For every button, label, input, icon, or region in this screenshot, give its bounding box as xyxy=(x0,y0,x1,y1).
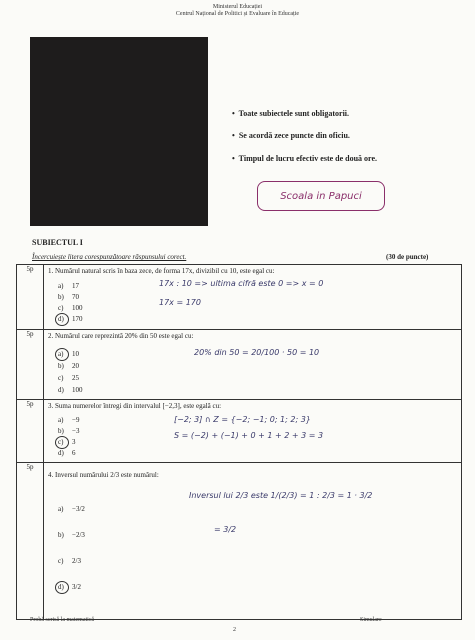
rule-item: • Se acordă zece puncte din oficiu. xyxy=(232,131,350,140)
footer-exam-name: Probă scrisă la matematică xyxy=(30,617,95,623)
footer-exam-type: Simulare xyxy=(360,617,382,623)
footer-page-number: 2 xyxy=(233,627,236,633)
option-selected[interactable]: c) 3 xyxy=(58,438,76,446)
header-ministry: Ministerul Educației xyxy=(212,4,263,10)
option[interactable]: a) −9 xyxy=(58,416,80,424)
question-row xyxy=(17,265,462,330)
option[interactable]: c) 100 xyxy=(58,304,83,312)
option[interactable]: b) 20 xyxy=(58,362,79,370)
handwritten-note: 17x = 170 xyxy=(159,298,201,307)
rule-item: • Timpul de lucru efectiv este de două ore. xyxy=(232,154,378,163)
option-selected[interactable]: a) 10 xyxy=(58,350,79,358)
option[interactable]: d) 100 xyxy=(58,386,83,394)
answer-circle xyxy=(55,581,69,594)
rule-item: • Toate subiectele sunt obligatorii. xyxy=(232,109,350,118)
option-selected[interactable]: d) 170 xyxy=(58,315,83,323)
question-points: 5p xyxy=(17,265,44,330)
section-title: SUBIECTUL I xyxy=(32,238,83,247)
handwritten-note: Inversul lui 2/3 este 1/(2/3) = 1 : 2/3 = 1 · 3/2 xyxy=(189,491,373,500)
option[interactable]: b) 70 xyxy=(58,293,79,301)
answer-circle xyxy=(55,436,69,449)
question-points: 5p xyxy=(17,400,44,463)
option[interactable]: b) −2/3 xyxy=(58,531,85,539)
handwritten-note: [−2; 3] ∩ Z = {−2; −1; 0; 1; 2; 3} xyxy=(174,415,311,424)
question-text: 1. Numărul natural scris în baza zece, de forma 17x, divizibil cu 10, este egal cu: xyxy=(48,267,275,275)
question-row xyxy=(17,463,462,620)
option[interactable]: a) −3/2 xyxy=(58,505,85,513)
option[interactable]: a) 17 xyxy=(58,282,79,290)
answer-circle xyxy=(55,348,69,361)
answer-circle xyxy=(55,313,69,326)
handwritten-note: 20% din 50 = 20/100 · 50 = 10 xyxy=(194,348,320,357)
question-text: 4. Inversul numărului 2/3 este numărul: xyxy=(48,471,159,479)
question-points: 5p xyxy=(17,463,44,620)
question-cell xyxy=(44,265,462,330)
question-cell xyxy=(44,330,462,400)
section-points: (30 de puncte) xyxy=(386,253,429,261)
question-cell xyxy=(44,463,462,620)
handwritten-note: = 3/2 xyxy=(214,525,237,534)
question-row xyxy=(17,330,462,400)
question-text: 3. Suma numerelor întregi din intervalul [−2,3], este egală cu: xyxy=(48,402,222,410)
option[interactable]: b) −3 xyxy=(58,427,80,435)
watermark-stamp: Scoala in Papuci xyxy=(257,181,385,211)
handwritten-note: S = (−2) + (−1) + 0 + 1 + 2 + 3 = 3 xyxy=(174,431,324,440)
option[interactable]: c) 25 xyxy=(58,374,79,382)
section-instruction: Încercuiește litera corespunzătoare răspunsului corect. xyxy=(32,253,187,261)
question-points: 5p xyxy=(17,330,44,400)
option-selected[interactable]: d) 3/2 xyxy=(58,583,81,591)
question-text: 2. Numărul care reprezintă 20% din 50 este egal cu: xyxy=(48,332,194,340)
handwritten-note: 17x : 10 => ultima cifră este 0 => x = 0 xyxy=(159,279,324,288)
question-row xyxy=(17,400,462,463)
blacked-out-area xyxy=(30,37,208,226)
option[interactable]: d) 6 xyxy=(58,449,76,457)
option[interactable]: c) 2/3 xyxy=(58,557,81,565)
header-center: Centrul Național de Politici și Evaluare în Educație xyxy=(175,11,300,17)
question-cell xyxy=(44,400,462,463)
questions-table xyxy=(16,264,462,620)
